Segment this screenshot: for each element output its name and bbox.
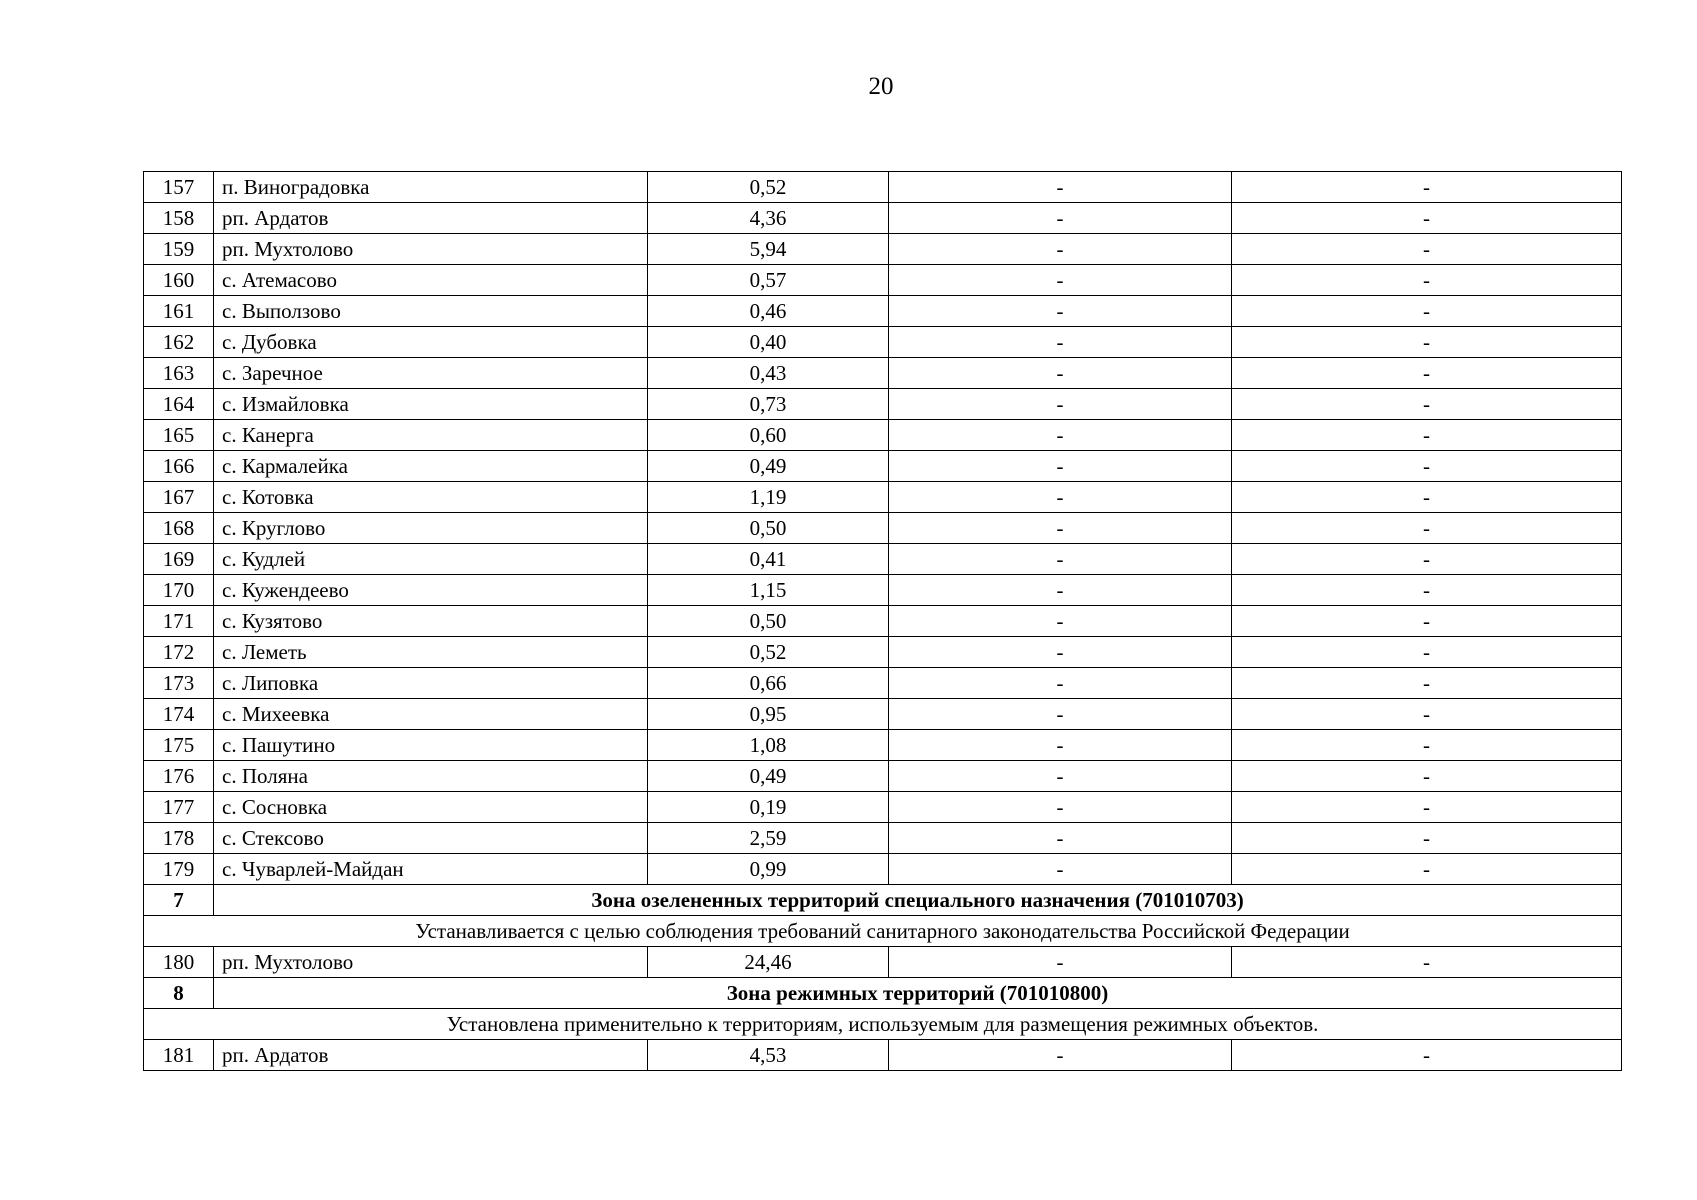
settlement-name: рп. Ардатов	[214, 1040, 648, 1071]
settlement-name: с. Измайловка	[214, 389, 648, 420]
column-5-value: -	[1232, 823, 1622, 854]
column-4-value: -	[889, 544, 1232, 575]
row-number: 165	[144, 420, 214, 451]
column-5-value: -	[1232, 699, 1622, 730]
settlement-name: с. Дубовка	[214, 327, 648, 358]
area-value: 1,19	[648, 482, 889, 513]
table-row	[144, 1040, 1622, 1071]
row-number: 157	[144, 172, 214, 203]
table-row	[144, 699, 1622, 730]
settlement-name: с. Чуварлей-Майдан	[214, 854, 648, 885]
table-row	[144, 792, 1622, 823]
section-note: Установлена применительно к территориям, используемым для размещения режимных объектов.	[144, 1009, 1622, 1040]
area-value: 0,43	[648, 358, 889, 389]
column-4-value: -	[889, 420, 1232, 451]
area-value: 0,49	[648, 761, 889, 792]
area-value: 1,08	[648, 730, 889, 761]
column-5-value: -	[1232, 451, 1622, 482]
area-value: 0,99	[648, 854, 889, 885]
row-number: 176	[144, 761, 214, 792]
section-title: Зона озелененных территорий специального назначения (701010703)	[214, 885, 1622, 916]
settlement-name: с. Кужендеево	[214, 575, 648, 606]
table-row	[144, 637, 1622, 668]
column-4-value: -	[889, 823, 1232, 854]
area-value: 0,52	[648, 172, 889, 203]
column-4-value: -	[889, 234, 1232, 265]
settlement-name: рп. Мухтолово	[214, 947, 648, 978]
column-5-value: -	[1232, 854, 1622, 885]
column-4-value: -	[889, 575, 1232, 606]
table-row	[144, 854, 1622, 885]
column-5-value: -	[1232, 203, 1622, 234]
column-5-value: -	[1232, 792, 1622, 823]
area-value: 1,15	[648, 575, 889, 606]
table-row	[144, 172, 1622, 203]
settlement-name: с. Стексово	[214, 823, 648, 854]
settlement-name: с. Пашутино	[214, 730, 648, 761]
table-row	[144, 420, 1622, 451]
settlement-name: с. Поляна	[214, 761, 648, 792]
column-4-value: -	[889, 358, 1232, 389]
column-4-value: -	[889, 730, 1232, 761]
column-4-value: -	[889, 947, 1232, 978]
column-5-value: -	[1232, 389, 1622, 420]
table-row	[144, 296, 1622, 327]
settlement-name: с. Леметь	[214, 637, 648, 668]
row-number: 167	[144, 482, 214, 513]
table-row	[144, 544, 1622, 575]
column-5-value: -	[1232, 420, 1622, 451]
column-4-value: -	[889, 637, 1232, 668]
row-number: 178	[144, 823, 214, 854]
table-row	[144, 513, 1622, 544]
settlement-name: с. Кузятово	[214, 606, 648, 637]
column-4-value: -	[889, 513, 1232, 544]
row-number: 166	[144, 451, 214, 482]
column-4-value: -	[889, 482, 1232, 513]
column-4-value: -	[889, 792, 1232, 823]
table-row	[144, 668, 1622, 699]
settlement-name: с. Выползово	[214, 296, 648, 327]
section-title: Зона режимных территорий (701010800)	[214, 978, 1622, 1009]
area-value: 0,52	[648, 637, 889, 668]
area-value: 0,50	[648, 513, 889, 544]
settlement-name: с. Заречное	[214, 358, 648, 389]
area-value: 4,36	[648, 203, 889, 234]
area-value: 0,73	[648, 389, 889, 420]
row-number: 163	[144, 358, 214, 389]
settlement-name: с. Сосновка	[214, 792, 648, 823]
area-value: 0,60	[648, 420, 889, 451]
column-4-value: -	[889, 327, 1232, 358]
table-row	[144, 947, 1622, 978]
column-5-value: -	[1232, 265, 1622, 296]
table-row	[144, 761, 1622, 792]
table-row	[144, 575, 1622, 606]
column-5-value: -	[1232, 296, 1622, 327]
settlement-name: рп. Ардатов	[214, 203, 648, 234]
table-row	[144, 482, 1622, 513]
section-header-row	[144, 885, 1622, 916]
area-value: 0,95	[648, 699, 889, 730]
table-row	[144, 234, 1622, 265]
column-4-value: -	[889, 606, 1232, 637]
page-number: 20	[868, 73, 894, 100]
area-value: 2,59	[648, 823, 889, 854]
column-5-value: -	[1232, 544, 1622, 575]
column-4-value: -	[889, 296, 1232, 327]
row-number: 179	[144, 854, 214, 885]
column-5-value: -	[1232, 761, 1622, 792]
area-value: 0,46	[648, 296, 889, 327]
column-4-value: -	[889, 668, 1232, 699]
row-number: 170	[144, 575, 214, 606]
settlement-name: с. Атемасово	[214, 265, 648, 296]
row-number: 158	[144, 203, 214, 234]
table-row	[144, 358, 1622, 389]
settlement-name: п. Виноградовка	[214, 172, 648, 203]
settlement-name: с. Михеевка	[214, 699, 648, 730]
column-5-value: -	[1232, 668, 1622, 699]
area-value: 0,41	[648, 544, 889, 575]
column-4-value: -	[889, 203, 1232, 234]
row-number: 177	[144, 792, 214, 823]
zones-table	[143, 171, 1622, 1071]
column-4-value: -	[889, 699, 1232, 730]
row-number: 173	[144, 668, 214, 699]
row-number: 181	[144, 1040, 214, 1071]
row-number: 161	[144, 296, 214, 327]
row-number: 164	[144, 389, 214, 420]
column-4-value: -	[889, 265, 1232, 296]
table-row	[144, 265, 1622, 296]
row-number: 174	[144, 699, 214, 730]
row-number: 159	[144, 234, 214, 265]
settlement-name: с. Липовка	[214, 668, 648, 699]
area-value: 0,49	[648, 451, 889, 482]
column-5-value: -	[1232, 947, 1622, 978]
settlement-name: с. Кармалейка	[214, 451, 648, 482]
column-5-value: -	[1232, 513, 1622, 544]
column-4-value: -	[889, 1040, 1232, 1071]
table-row	[144, 730, 1622, 761]
area-value: 5,94	[648, 234, 889, 265]
column-5-value: -	[1232, 482, 1622, 513]
settlement-name: с. Канерга	[214, 420, 648, 451]
settlement-name: с. Круглово	[214, 513, 648, 544]
column-5-value: -	[1232, 172, 1622, 203]
row-number: 169	[144, 544, 214, 575]
table-row	[144, 389, 1622, 420]
column-4-value: -	[889, 761, 1232, 792]
section-note: Устанавливается с целью соблюдения требований санитарного законодательства Российской Федерации	[144, 916, 1622, 947]
section-number: 7	[144, 885, 214, 916]
settlement-name: с. Котовка	[214, 482, 648, 513]
column-5-value: -	[1232, 575, 1622, 606]
table-row	[144, 451, 1622, 482]
row-number: 168	[144, 513, 214, 544]
settlement-name: с. Кудлей	[214, 544, 648, 575]
area-value: 0,19	[648, 792, 889, 823]
section-note-row	[144, 1009, 1622, 1040]
column-4-value: -	[889, 389, 1232, 420]
column-5-value: -	[1232, 327, 1622, 358]
row-number: 172	[144, 637, 214, 668]
section-number: 8	[144, 978, 214, 1009]
table-row	[144, 823, 1622, 854]
section-note-row	[144, 916, 1622, 947]
column-5-value: -	[1232, 358, 1622, 389]
settlement-name: рп. Мухтолово	[214, 234, 648, 265]
column-4-value: -	[889, 451, 1232, 482]
area-value: 0,57	[648, 265, 889, 296]
table-row	[144, 606, 1622, 637]
area-value: 0,40	[648, 327, 889, 358]
row-number: 180	[144, 947, 214, 978]
column-5-value: -	[1232, 234, 1622, 265]
area-value: 0,66	[648, 668, 889, 699]
column-4-value: -	[889, 172, 1232, 203]
column-5-value: -	[1232, 606, 1622, 637]
area-value: 0,50	[648, 606, 889, 637]
area-value: 24,46	[648, 947, 889, 978]
column-5-value: -	[1232, 730, 1622, 761]
table-row	[144, 203, 1622, 234]
table-row	[144, 327, 1622, 358]
column-4-value: -	[889, 854, 1232, 885]
column-5-value: -	[1232, 637, 1622, 668]
row-number: 160	[144, 265, 214, 296]
row-number: 162	[144, 327, 214, 358]
column-5-value: -	[1232, 1040, 1622, 1071]
row-number: 175	[144, 730, 214, 761]
area-value: 4,53	[648, 1040, 889, 1071]
section-header-row	[144, 978, 1622, 1009]
row-number: 171	[144, 606, 214, 637]
